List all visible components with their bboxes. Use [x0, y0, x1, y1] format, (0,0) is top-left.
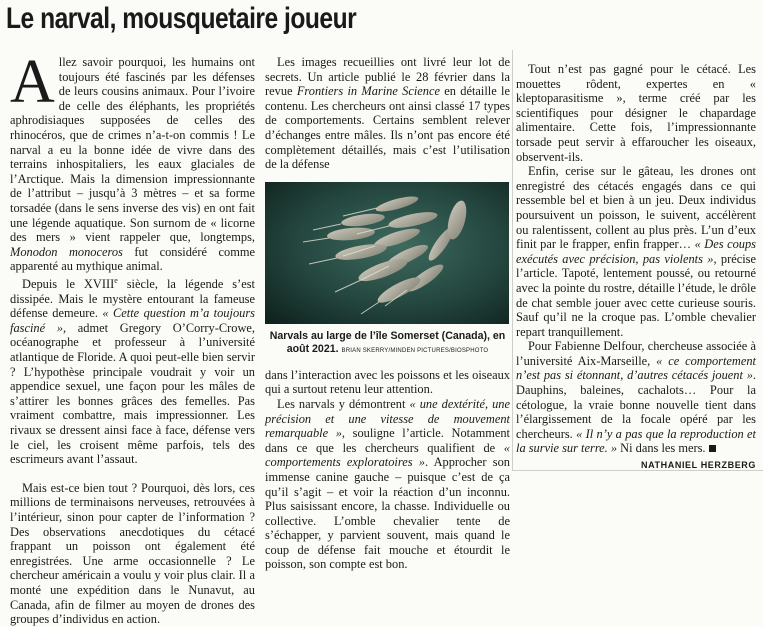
text: , souligne l’article. Notamment dans ce que les chercheurs qualifient de [265, 426, 510, 455]
text: en détaille le contenu. Les chercheurs ont ainsi classé 17 types de comportements. Certains semblent relever d’échanges entre mâles. Ils n’ont pas encore été complètement détaillés, mais c’est l’utilisation de la défense [265, 84, 510, 172]
quote: « Des coups exécutés avec précision, pas violents » [516, 237, 756, 266]
text: Depuis le XVIII [22, 277, 115, 292]
text: , admet Gregory O’Corry-Crowe, océanographe et professeur à l’université atlantique de Floride. A quoi peut-elle bien servir ? L’hypothèse principale voudrait y voir un appendice sexuel, une façon pour les mâles de s’attirer les bonnes grâces des femelles. Pas vraiment combattre, mais impressionner. Les rivaux se dressent ainsi face à face, défense vers le ciel, les croisent même parfois, tels des escrimeurs avant l’assaut. [10, 320, 255, 467]
quote: « comportements exploratoires » [265, 440, 510, 470]
paragraph: Tout n’est pas gagné pour le cétacé. Les mouettes rôdent, expertes en « kleptoparasitisme », terme créé par les scientifiques pour désigner le chapardage alimentaire. Cette fois, l’impressionnante torsade peut servir à effaroucher les oiseaux, observent-ils. [516, 62, 756, 164]
photo-block [265, 182, 510, 358]
text: . Approcher son immense canine gauche – puisque c’est de ça qu’il s’agit – et voir la réaction d’un inconnu. Plus saisissant encore, la chasse. Individuelle ou collective. L’omble chevalier tente de s’échapper, y parvient souvent, mais quand le coup de défense fait mouche et étourdit le poisson, son compte est bon. [265, 455, 510, 572]
headline: Le narval, mousquetaire joueur [6, 2, 357, 35]
byline: NATHANIEL HERZBERG [641, 460, 756, 471]
paragraph [516, 164, 756, 339]
text: siècle, la légende s’est dissipée. Mais le mystère entourant la fameuse défense demeure. [10, 277, 255, 321]
drop-cap: A [10, 48, 55, 116]
text: , précise l’article. Tapoté, lentement poussé, ou retourné avec la pointe du rostre, détaille l’étude, le drôle de chat semble jouer avec cette curieuse souris. Sauf qu’il ne la croque pas. L’omble chevalier repart tranquillement. [516, 251, 756, 339]
column-3 [516, 62, 756, 473]
text: . Dauphins, baleines, cachalots… Pour la cétologue, la vraie bonne nouvelle tient dans l’élargissement de la focale opéré par les chercheurs. [516, 368, 756, 441]
text: Enfin, cerise sur le gâteau, les drones ont enregistré des cétacés engagés dans ce qui ressemble bel et bien à un jeu. Deux individus poursuivent un poisson, le suivent, accélèrent ou ralentissent, collent au plus près. L’un d’eux finit par le frapper, enfin frapper… [516, 164, 756, 252]
photo-credit: BRIAN SKERRY/MINDEN PICTURES/BIOSPHOTO [341, 347, 489, 354]
journal-name: Frontiers in Marine Science [296, 84, 440, 99]
quote: « Il n’y a pas que la reproduction et la survie sur terre. » [516, 426, 756, 456]
paragraph [10, 274, 255, 467]
text: llez savoir pourquoi, les humains ont toujours été fascinés par les défenses de leurs cousins animaux. Pour l’ivoire de celle des éléphants, les propriétés aphrodisiaques supposées de celles des rhinocéros, que de crimes n’a-t-on commis ! Le narval a eu la bonne idée de vivre dans des terrains inhospitaliers, les eaux glaciales de l’Arctique. Mais la dimension impressionnante de l’attribut – jusqu’à 3 mètres – et sa forme torsadée (dans le sens inverse des vis) en ont fait une légende aquatique. Son surnom de « licorne des mers » vient rappeler que, longtemps, [10, 55, 255, 245]
text: Pour Fabienne Delfour, chercheuse associée à l’université Aix-Marseille, [516, 339, 756, 368]
paragraph [265, 397, 510, 572]
text: Ni dans les mers. [617, 441, 706, 456]
text: Les narvals y démontrent [277, 396, 410, 411]
superscript: e [114, 275, 118, 285]
quote: « Cette question m’a toujours fasciné » [10, 306, 255, 335]
column-1 [10, 48, 255, 627]
quote: « ce comportement n’est pas si étonnant, d’autres cétacés jouent » [516, 353, 756, 383]
text: fut considéré comme apparenté au mythique animal. [10, 244, 255, 274]
quote: « une dextérité, une précision et une vitesse de mouvement remarquable » [265, 396, 511, 441]
end-mark-icon [709, 445, 716, 452]
narwhal-photo [265, 182, 509, 324]
paragraph [10, 48, 255, 274]
photo-caption [265, 330, 510, 358]
caption-text: Narvals au large de l’île Somerset (Canada), en août 2021. [269, 329, 506, 355]
column-2 [265, 55, 510, 572]
paragraph: Mais est-ce bien tout ? Pourquoi, dès lors, ces millions de terminaisons nerveuses, retrouvées à l’intérieur, sinon pour capter de l’information ? Des observations anecdotiques du cétacé frappant un poisson ont également été enregistrées. Une arme occasionnelle ? Le chercheur américain a voulu y voir plus clair. Il a monté une expédition dans le Nunavut, au Canada, afin de filmer au moyen de drones des groupes d’individus en action. [10, 480, 255, 627]
paragraph [516, 339, 756, 456]
paragraph: dans l’interaction avec les poissons et les oiseaux qui a surtout retenu leur attention. [265, 367, 510, 397]
paragraph [265, 55, 510, 172]
species-name: Monodon monoceros [10, 244, 123, 259]
text: Les images recueillies ont livré leur lot de secrets. Un article publié le 28 février dans la revue [265, 55, 510, 99]
